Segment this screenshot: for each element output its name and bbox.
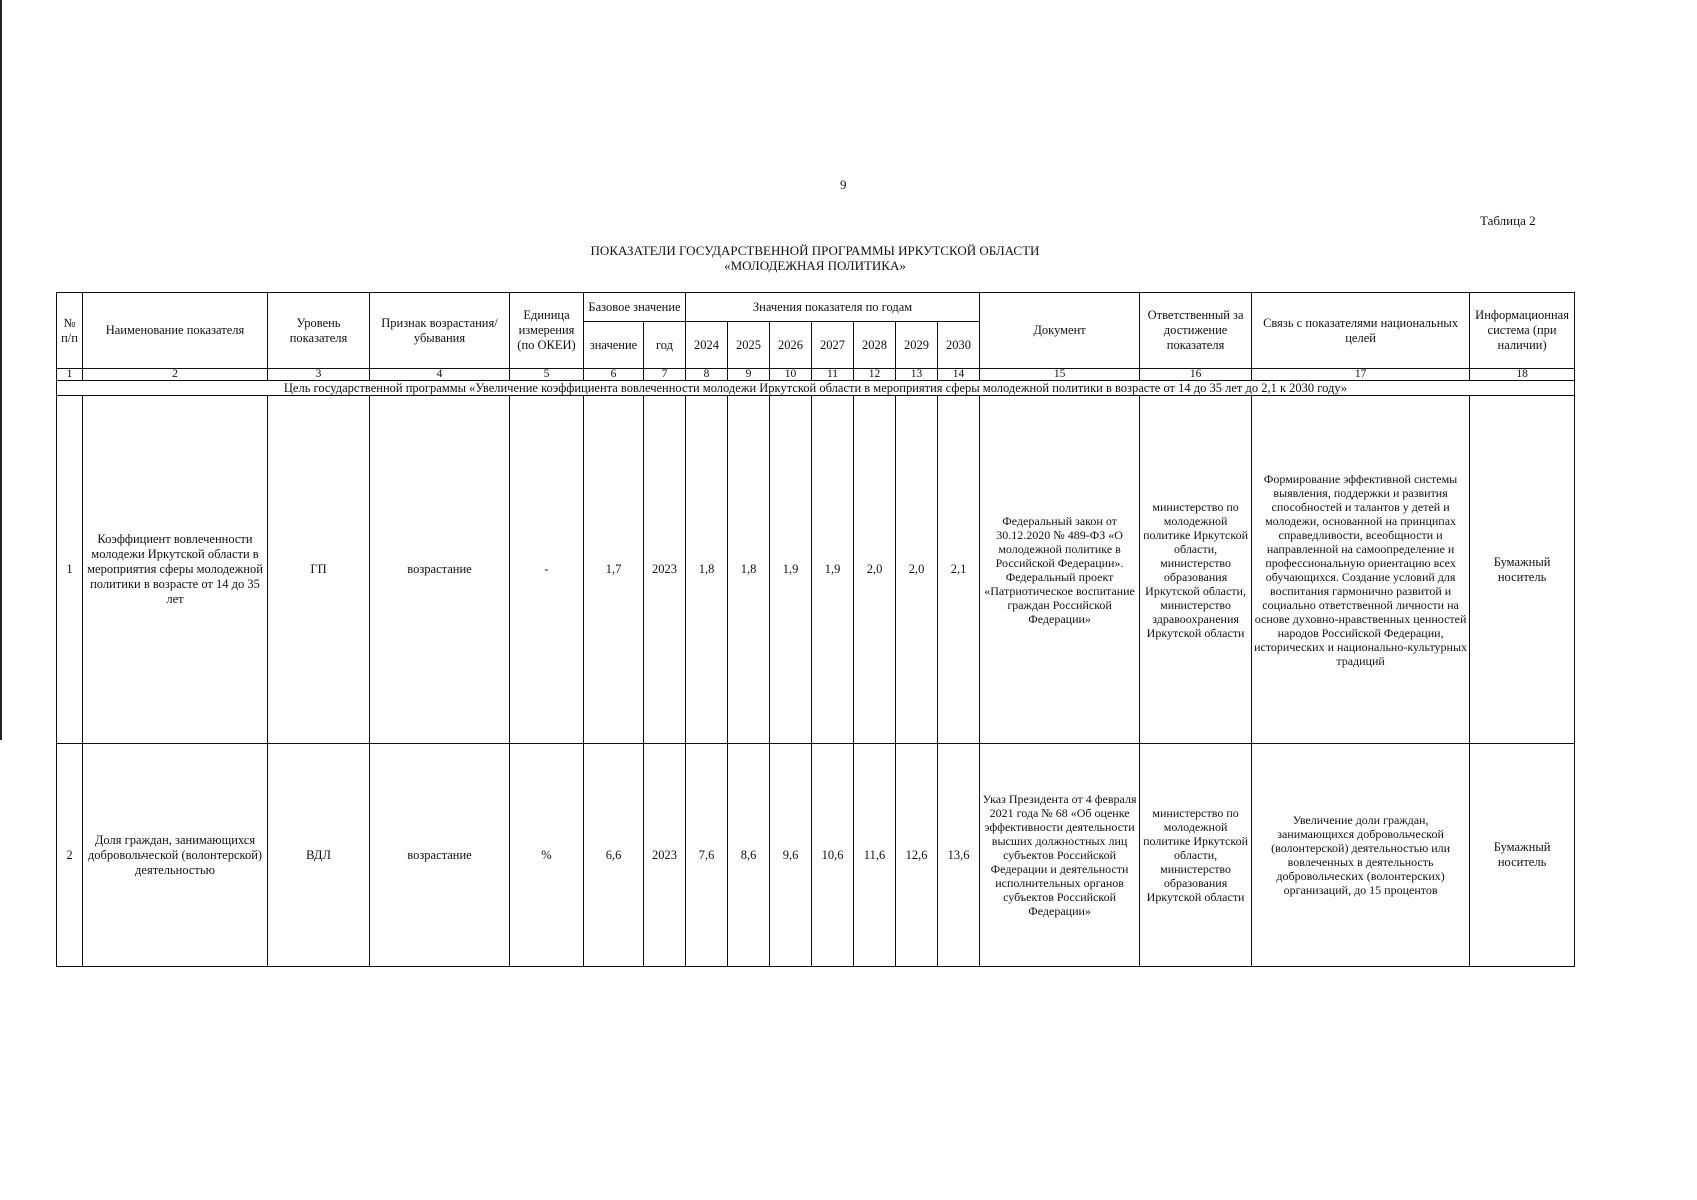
- column-number: 7: [644, 369, 686, 381]
- column-number: 13: [896, 369, 938, 381]
- table-row: [57, 744, 1575, 967]
- header-year: 2027: [812, 322, 854, 369]
- header-trend: Признак возрастания/убывания: [370, 293, 510, 369]
- year-value: 2,0: [896, 396, 938, 744]
- table-label: Таблица 2: [1480, 213, 1536, 228]
- row-num: 1: [57, 396, 83, 744]
- year-value: 8,6: [728, 744, 770, 967]
- indicator-level: ГП: [268, 396, 370, 744]
- title-line-1: ПОКАЗАТЕЛИ ГОСУДАРСТВЕННОЙ ПРОГРАММЫ ИРКУТСКОЙ ОБЛАСТИ: [590, 243, 1040, 258]
- indicator-document: Указ Президента от 4 февраля 2021 года № 68 «Об оценке эффективности деятельности высших должностных лиц субъектов Российской Федерации и деятельности исполнительных органов субъектов Российской Федерации»: [980, 744, 1140, 967]
- column-number: 5: [510, 369, 584, 381]
- header-year: 2024: [686, 322, 728, 369]
- header-level: Уровень показателя: [268, 293, 370, 369]
- column-number: 14: [938, 369, 980, 381]
- indicator-responsible: министерство по молодежной политике Иркутской области, министерство образования Иркутской области: [1140, 744, 1252, 967]
- indicator-info-system: Бумажный носитель: [1470, 744, 1575, 967]
- header-num: № п/п: [57, 293, 83, 369]
- header-base: Базовое значение: [584, 293, 686, 322]
- year-value: 1,8: [686, 396, 728, 744]
- column-number: 10: [770, 369, 812, 381]
- indicator-unit: -: [510, 396, 584, 744]
- header-name: Наименование показателя: [83, 293, 268, 369]
- year-value: 13,6: [938, 744, 980, 967]
- column-number: 16: [1140, 369, 1252, 381]
- indicator-unit: %: [510, 744, 584, 967]
- year-value: 1,9: [770, 396, 812, 744]
- program-goal: Цель государственной программы «Увеличение коэффициента вовлеченности молодежи Иркутской области в мероприятия сферы молодежной политики в возрасте от 14 до 35 лет до 2,1 к 2030 году»: [57, 381, 1575, 396]
- column-number: 18: [1470, 369, 1575, 381]
- title-line-2: «МОЛОДЕЖНАЯ ПОЛИТИКА»: [724, 258, 906, 273]
- column-number: 1: [57, 369, 83, 381]
- goal-row: [57, 381, 1575, 396]
- document-title: [400, 243, 1230, 273]
- column-number: 9: [728, 369, 770, 381]
- column-number: 6: [584, 369, 644, 381]
- header-year: 2028: [854, 322, 896, 369]
- indicator-link: Формирование эффективной системы выявления, поддержки и развития способностей и талантов у детей и молодежи, основанной на принципах справедливости, всеобщности и направленной на самоопределение и профессиональную ориентацию всех обучающихся. Создание условий для воспитания гармонично развитой и социально ответственной личности на основе духовно-нравственных ценностей народов Российской Федерации, исторических и национально-культурных традиций: [1252, 396, 1470, 744]
- indicator-name: Коэффициент вовлеченности молодежи Иркутской области в мероприятия сферы молодежной политики в возрасте от 14 до 35 лет: [83, 396, 268, 744]
- year-value: 11,6: [854, 744, 896, 967]
- base-value: 1,7: [584, 396, 644, 744]
- year-value: 1,9: [812, 396, 854, 744]
- column-number: 15: [980, 369, 1140, 381]
- header-responsible: Ответственный за достижение показателя: [1140, 293, 1252, 369]
- indicator-responsible: министерство по молодежной политике Иркутской области, министерство образования Иркутской области, министерство здравоохранения Иркутской области: [1140, 396, 1252, 744]
- page-number: 9: [840, 177, 847, 192]
- header-year: 2029: [896, 322, 938, 369]
- column-numbers-row: [57, 369, 1575, 381]
- column-number: 2: [83, 369, 268, 381]
- year-value: 2,0: [854, 396, 896, 744]
- year-value: 7,6: [686, 744, 728, 967]
- column-number: 8: [686, 369, 728, 381]
- year-value: 2,1: [938, 396, 980, 744]
- header-year: 2030: [938, 322, 980, 369]
- indicator-document: Федеральный закон от 30.12.2020 № 489-ФЗ «О молодежной политике в Российской Федерации». Федеральный проект «Патриотическое воспитание граждан Российской Федерации»: [980, 396, 1140, 744]
- year-value: 1,8: [728, 396, 770, 744]
- header-year: 2025: [728, 322, 770, 369]
- base-value: 6,6: [584, 744, 644, 967]
- column-number: 3: [268, 369, 370, 381]
- year-value: 9,6: [770, 744, 812, 967]
- header-year: 2026: [770, 322, 812, 369]
- row-num: 2: [57, 744, 83, 967]
- base-year: 2023: [644, 396, 686, 744]
- indicator-trend: возрастание: [370, 396, 510, 744]
- indicators-table: [56, 292, 1575, 967]
- indicator-info-system: Бумажный носитель: [1470, 396, 1575, 744]
- header-link: Связь с показателями национальных целей: [1252, 293, 1470, 369]
- header-unit: Единица измерения (по ОКЕИ): [510, 293, 584, 369]
- header-base-value: значение: [584, 322, 644, 369]
- scan-edge-mark: [0, 0, 2, 740]
- header-document: Документ: [980, 293, 1140, 369]
- header-base-year: год: [644, 322, 686, 369]
- header-years-group: Значения показателя по годам: [686, 293, 980, 322]
- indicator-name: Доля граждан, занимающихся добровольческой (волонтерской) деятельностью: [83, 744, 268, 967]
- header-row-1: [57, 293, 1575, 322]
- column-number: 11: [812, 369, 854, 381]
- header-info: Информационная система (при наличии): [1470, 293, 1575, 369]
- year-value: 10,6: [812, 744, 854, 967]
- indicator-trend: возрастание: [370, 744, 510, 967]
- year-value: 12,6: [896, 744, 938, 967]
- column-number: 12: [854, 369, 896, 381]
- indicator-level: ВДЛ: [268, 744, 370, 967]
- indicator-link: Увеличение доли граждан, занимающихся добровольческой (волонтерской) деятельностью или вовлеченных в деятельность добровольческих (волонтерских) организаций, до 15 процентов: [1252, 744, 1470, 967]
- column-number: 4: [370, 369, 510, 381]
- column-number: 17: [1252, 369, 1470, 381]
- base-year: 2023: [644, 744, 686, 967]
- table-row: [57, 396, 1575, 744]
